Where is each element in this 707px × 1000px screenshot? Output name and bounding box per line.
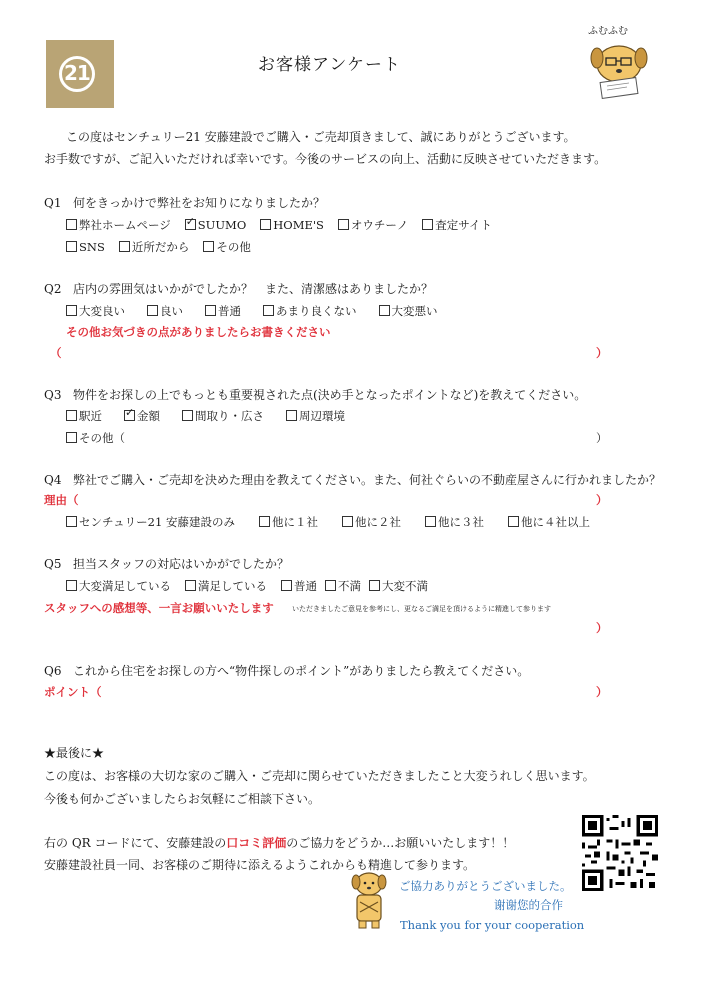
q4-num: Q4 <box>44 473 62 487</box>
q2-text: 店内の雰囲気はいかがでしたか？ また、清潔感はありましたか？ <box>72 282 433 296</box>
q2-option[interactable]: あまり良くない <box>263 304 357 318</box>
q2-open-paren: （ <box>50 346 62 360</box>
q5-option[interactable]: 大変満足している <box>66 579 171 593</box>
thanks-chinese: 谢谢您的合作 <box>494 898 563 912</box>
q2-option[interactable]: 大変良い <box>66 304 125 318</box>
checkbox[interactable] <box>66 516 77 527</box>
qr-code-icon[interactable] <box>582 815 658 891</box>
thanks-english: Thank you for your cooperation <box>400 918 585 932</box>
q3-other: その他（ <box>66 430 125 446</box>
q6-text: これから住宅をお探しの方へ“物件探しのポイント”がありましたら教えてください。 <box>72 664 530 678</box>
q6-close-paren: ） <box>596 685 608 699</box>
checkbox[interactable] <box>259 516 270 527</box>
q2-note: その他お気づきの点がありましたらお書きください <box>66 325 331 339</box>
q5-options <box>66 578 442 594</box>
checkbox[interactable] <box>508 516 519 527</box>
q5-question <box>44 555 289 572</box>
q2-options <box>66 303 452 319</box>
q1-option[interactable]: オウチーノ <box>338 218 408 232</box>
q2-option[interactable]: 普通 <box>205 304 241 318</box>
q4-text: 弊社でご購入・ご売却を決めた理由を教えてください。また、何社ぐらいの不動産屋さんに行かれましたか？ <box>72 473 661 487</box>
checkbox[interactable] <box>66 580 77 591</box>
review-highlight: 口コミ評価 <box>226 836 287 850</box>
q1-option[interactable]: 査定サイト <box>422 218 492 232</box>
checkbox[interactable] <box>182 410 193 421</box>
intro-line-2: お手数ですが、ご記入いただければ幸いです。今後のサービスの向上、活動に反映させていただきます。 <box>44 152 607 166</box>
q3-text: 物件をお探しの上でもっとも重要視された点(決め手となったポイントなど)を教えてください。 <box>72 388 587 402</box>
checkbox[interactable] <box>205 305 216 316</box>
q1-text: 何をきっかけで弊社をお知りになりましたか？ <box>72 196 325 210</box>
q1-option[interactable]: SNS <box>66 240 105 254</box>
q5-option[interactable]: 不満 <box>325 579 361 593</box>
q1-options-row2 <box>66 239 265 255</box>
closing-line-1: この度は、お客様の大切な家のご購入・ご売却に関らせていただきましたこと大変うれしく思います。 <box>44 769 595 783</box>
q5-option[interactable]: 大変不満 <box>369 579 428 593</box>
q6-num: Q6 <box>44 664 62 678</box>
checkbox[interactable] <box>203 241 214 252</box>
q4-question <box>44 471 661 488</box>
checkbox-checked[interactable] <box>124 410 135 421</box>
q3-option[interactable]: 駅近 <box>66 409 102 423</box>
checkbox[interactable] <box>281 580 292 591</box>
q3-num: Q3 <box>44 388 62 402</box>
q4-option[interactable]: センチュリー21 安藤建設のみ <box>66 515 235 529</box>
page-title: お客様アンケート <box>258 55 401 75</box>
checkbox[interactable] <box>325 580 336 591</box>
q5-option[interactable]: 満足している <box>185 579 267 593</box>
checkbox[interactable] <box>66 410 77 421</box>
q3-option[interactable]: 間取り・広さ <box>182 409 264 423</box>
q5-text: 担当スタッフの対応はいかがでしたか？ <box>72 557 289 571</box>
q3-option[interactable]: 周辺環境 <box>286 409 345 423</box>
q3-question <box>44 386 586 403</box>
q5-option[interactable]: 普通 <box>281 579 317 593</box>
q1-option[interactable]: ✓ SUUMO <box>185 218 246 232</box>
checkbox[interactable] <box>260 219 271 230</box>
closing-heading: ★最後に★ <box>44 746 105 760</box>
thanks-japanese: ご協力ありがとうございました。 <box>399 879 572 893</box>
mascot-caption: ふむふむ <box>588 26 628 37</box>
q4-reason-label: 理由（ <box>44 493 79 507</box>
q2-option[interactable]: 良い <box>147 304 183 318</box>
q5-note-small: いただきましたご意見を参考にし、更なるご満足を頂けるように精進して参ります <box>292 605 551 613</box>
checkbox[interactable] <box>263 305 274 316</box>
q3-option[interactable]: ✓ 金額 <box>124 409 160 423</box>
q4-option[interactable]: 他に２社 <box>342 515 401 529</box>
century21-logo <box>46 40 114 108</box>
q1-option[interactable]: その他 <box>203 240 251 254</box>
checkbox[interactable] <box>66 305 77 316</box>
checkbox[interactable] <box>185 580 196 591</box>
checkbox[interactable] <box>342 516 353 527</box>
checkbox[interactable] <box>369 580 380 591</box>
q3-options <box>66 408 359 424</box>
checkbox[interactable] <box>147 305 158 316</box>
intro-line-1: この度はセンチュリー21 安藤建設でご購入・ご売却頂きまして、誠にありがとうございます。 <box>66 130 576 144</box>
checkbox[interactable] <box>66 432 77 443</box>
q6-point-label: ポイント（ <box>44 685 102 699</box>
q1-options-row1 <box>66 217 506 233</box>
q1-question <box>44 194 325 211</box>
checkbox[interactable] <box>286 410 297 421</box>
closing-line-4: 安藤建設社員一同、お客様のご期待に添えるようこれからも精進して参ります。 <box>44 858 476 872</box>
q2-question <box>44 280 433 297</box>
q4-option[interactable]: 他に４社以上 <box>508 515 590 529</box>
q4-options <box>66 514 604 530</box>
checkbox[interactable] <box>66 241 77 252</box>
q2-option[interactable]: 大変悪い <box>379 304 438 318</box>
q5-close-paren: ） <box>596 621 608 635</box>
closing-line-2: 今後も何かございましたらお気軽にご相談下さい。 <box>44 792 321 806</box>
mascot-dog-bowing-icon <box>346 868 392 932</box>
q1-option[interactable]: 近所だから <box>119 240 190 254</box>
mascot-dog-writing-icon <box>583 38 655 100</box>
q4-close-paren: ） <box>596 493 608 507</box>
q4-option[interactable]: 他に３社 <box>425 515 484 529</box>
checkbox-checked[interactable] <box>185 219 196 230</box>
checkbox[interactable] <box>338 219 349 230</box>
q6-question <box>44 662 529 679</box>
q5-num: Q5 <box>44 557 62 571</box>
q1-option[interactable]: HOME'S <box>260 218 324 232</box>
q1-num: Q1 <box>44 196 62 210</box>
q2-num: Q2 <box>44 282 62 296</box>
q3-close-paren: ） <box>596 431 608 445</box>
q4-option[interactable]: 他に１社 <box>259 515 318 529</box>
closing-qr-line: 右の QR コードにて、安藤建設の口コミ評価のご協力をどうか…お願いいたします！！ <box>44 836 515 850</box>
logo-text: 21 <box>64 61 90 85</box>
q2-close-paren: ） <box>596 346 608 360</box>
q1-option[interactable]: 弊社ホームページ <box>66 218 171 232</box>
checkbox[interactable] <box>66 219 77 230</box>
q5-note: スタッフへの感想等、一言お願いいたします <box>44 601 274 615</box>
checkbox[interactable] <box>425 516 436 527</box>
checkbox[interactable] <box>379 305 390 316</box>
checkbox[interactable] <box>119 241 130 252</box>
checkbox[interactable] <box>422 219 433 230</box>
